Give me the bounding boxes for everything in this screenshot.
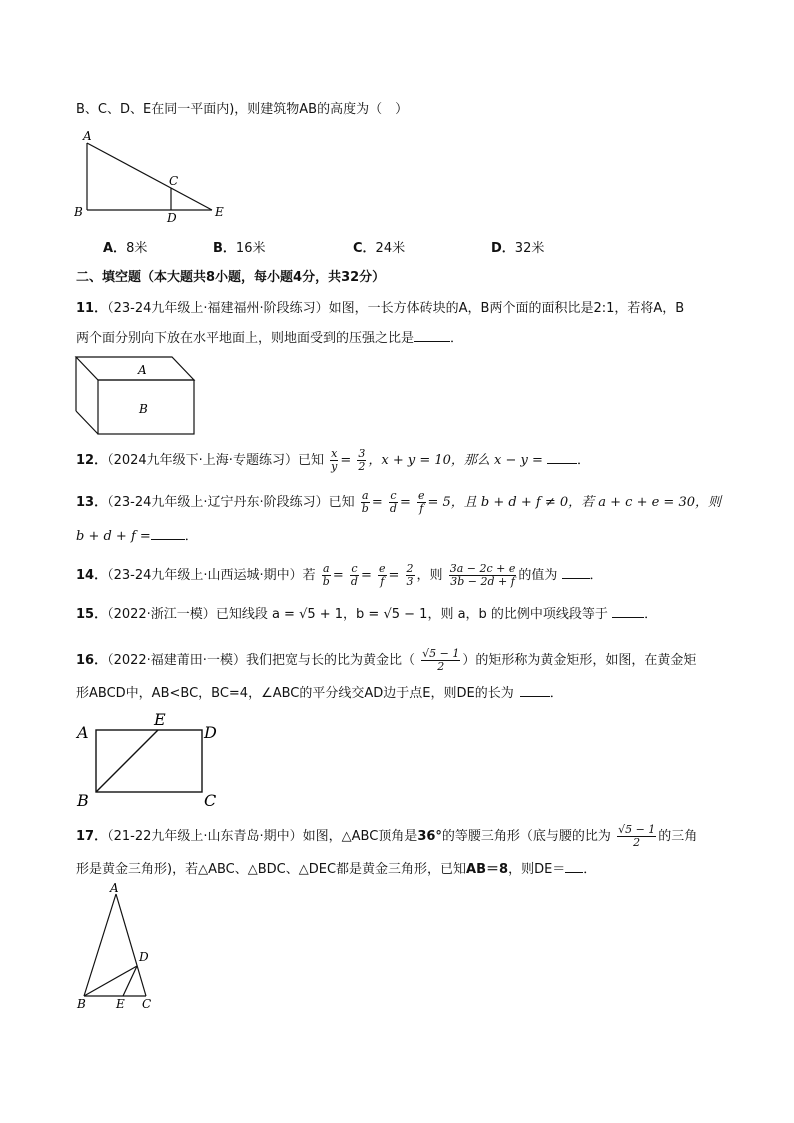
q16-line2: 形ABCD中，AB<BC，BC=4，∠ABC的平分线交AD边于点E，则DE的长为 ． — [76, 686, 563, 701]
q16-line1: 16．（2022·福建莆田·一模）我们把宽与长的比为黄金比（ $\frac{√5 - 1}{2}$ ）的矩形称为黄金矩形，如图，在黄金矩 — [76, 647, 697, 673]
q11-line2: 两个面分别向下放在水平地面上，则地面受到的压强之比是 ． — [76, 331, 464, 346]
q17-line2: 形是黄金三角形)，若△ABC、△BDC、△DEC都是黄金三角形，已知AB＝8，则DE＝ ． — [76, 862, 597, 877]
choice-c[interactable]: C．24米 — [353, 241, 406, 256]
section-title: 二、填空题（本大题共8小题，每小题4分，共32分） — [76, 270, 386, 285]
q16-blank[interactable] — [520, 684, 550, 697]
q13-blank[interactable] — [151, 527, 185, 540]
q16-frac: $\frac{√5 - 1}{2}$ — [422, 647, 460, 673]
q16-figure — [74, 708, 234, 810]
choice-a[interactable]: A．8米 — [103, 241, 148, 256]
fig10-label-A: A — [83, 129, 92, 143]
fig17-label-C: C — [142, 997, 152, 1011]
fig16-label-D: D — [204, 723, 217, 742]
fig17-label-D: D — [139, 950, 149, 964]
q11-figure — [74, 355, 198, 437]
q13-line1: 13．（23-24九年级上·辽宁丹东·阶段练习）已知 $\frac{a}{b}$ = $\frac{c}{d}$ = $\frac{e}{f}$ = 5，且 b + d + f ≠ 0，若 a + c + e = 30，则 — [76, 489, 721, 515]
q12-line: 12．（2024九年级下·上海·专题练习）已知 $\frac{x}{y}$ = $\frac{3}{2}$ ，x + y = 10，那么 x − y = ． — [76, 447, 591, 473]
q12-blank[interactable] — [547, 451, 577, 464]
q17-line1: 17．（21-22九年级上·山东青岛·期中）如图，△ABC顶角是36°的等腰三角形（底与腰的比为 $\frac{√5 - 1}{2}$ 的三角 — [76, 823, 698, 849]
q11-blank[interactable] — [414, 329, 450, 342]
fig16-label-A: A — [77, 723, 89, 742]
q11-line1: 11．（23-24九年级上·福建福州·阶段练习）如图，一长方体砖块的A，B两个面的面积比是2:1，若将A，B — [76, 301, 685, 316]
fig17-label-A: A — [110, 882, 119, 895]
choice-b[interactable]: B．16米 — [213, 241, 266, 256]
fig16-label-C: C — [204, 791, 217, 810]
q15-blank[interactable] — [612, 605, 644, 618]
fig10-label-B: B — [74, 205, 83, 219]
q13-line2: b + d + f = ． — [76, 529, 198, 544]
q14-line: 14．（23-24九年级上·山西运城·期中）若 $\frac{a}{b}$ = $\frac{c}{d}$ = $\frac{e}{f}$ = $\frac{2}{3}$ ，则 $\frac{3a - 2c + e}{3b - 2d + f}$ 的值为 ． — [76, 562, 603, 588]
q17-blank[interactable] — [565, 860, 583, 873]
fig16-label-B: B — [77, 791, 89, 810]
fig17-label-B: B — [77, 997, 86, 1011]
q10-stem: B、C、D、E在同一平面内)，则建筑物AB的高度为（ ） — [76, 102, 409, 117]
fig10-label-E: E — [215, 205, 224, 219]
fig16-label-E: E — [154, 710, 166, 729]
q17-figure — [74, 882, 164, 1012]
q14-blank[interactable] — [562, 566, 590, 579]
q12-frac2: $\frac{3}{2}$ — [358, 447, 366, 473]
fig11-label-A: A — [138, 363, 147, 377]
q17-frac: $\frac{√5 - 1}{2}$ — [618, 823, 656, 849]
q12-frac1: $\frac{x}{y}$ — [331, 447, 338, 473]
choice-d[interactable]: D．32米 — [491, 241, 545, 256]
fig11-label-B: B — [139, 402, 148, 416]
fig17-label-E: E — [116, 997, 125, 1011]
q15-line: 15．（2022·浙江一模）已知线段 a = √5 + 1，b = √5 − 1，则 a，b 的比例中项线段等于 ． — [76, 607, 658, 622]
q10-figure — [74, 128, 234, 224]
fig10-label-C: C — [169, 174, 179, 188]
fig10-label-D: D — [167, 211, 177, 224]
